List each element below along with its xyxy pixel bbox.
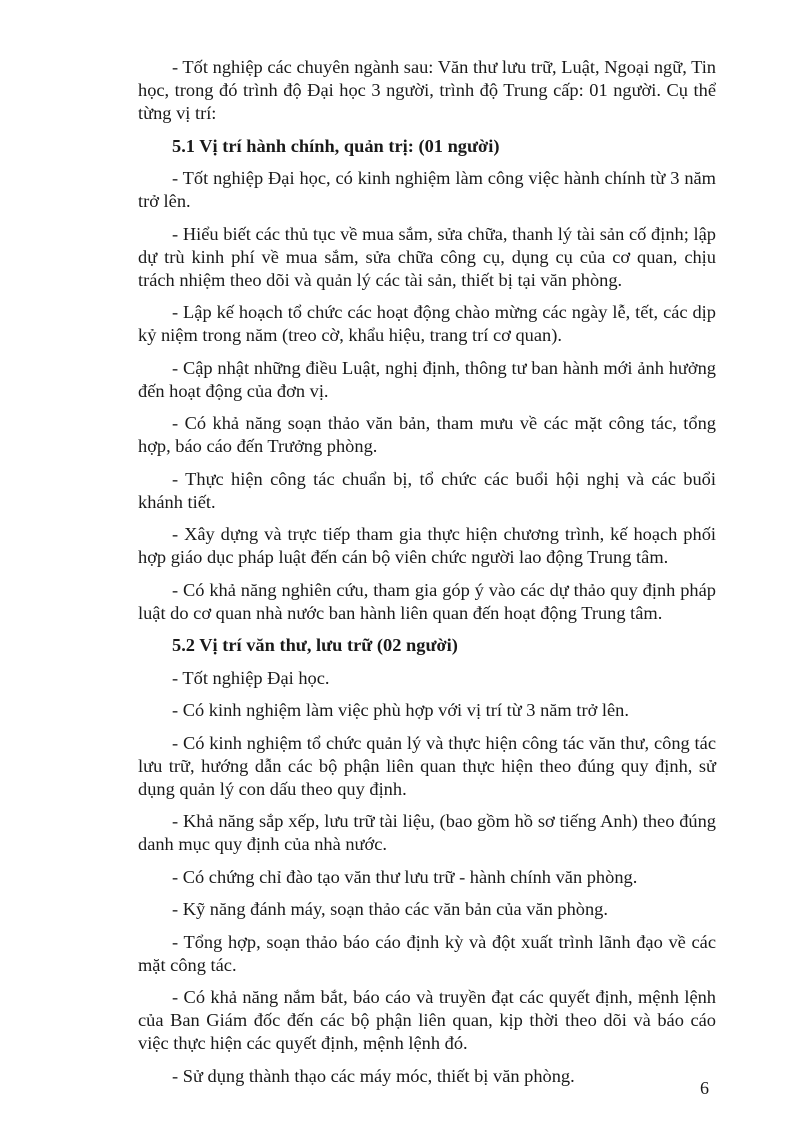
paragraph: - Có khả năng nắm bắt, báo cáo và truyền đạt các quyết định, mệnh lệnh của Ban Giám đốc đến các bộ phận liên quan, kịp thời theo dõi và báo cáo việc thực hiện các quyết định, mệnh lệnh đó. xyxy=(138,987,716,1053)
paragraph: - Cập nhật những điều Luật, nghị định, thông tư ban hành mới ảnh hưởng đến hoạt động của đơn vị. xyxy=(138,357,716,401)
paragraph: - Lập kế hoạch tổ chức các hoạt động chào mừng các ngày lễ, tết, các dịp kỷ niệm trong năm (treo cờ, khẩu hiệu, trang trí cơ quan). xyxy=(138,302,716,345)
paragraph: - Kỹ năng đánh máy, soạn thảo các văn bản của văn phòng. xyxy=(172,899,608,919)
paragraph: - Có chứng chỉ đào tạo văn thư lưu trữ - hành chính văn phòng. xyxy=(172,866,638,887)
paragraph: - Hiểu biết các thủ tục về mua sắm, sửa chữa, thanh lý tài sản cố định; lập dự trù kinh phí về mua sắm, sửa chữa công cụ, dụng cụ của cơ quan, chịu trách nhiệm theo dõi và quản lý các tài sản, thiết bị tại văn phòng. xyxy=(138,223,716,290)
paragraph: - Sử dụng thành thạo các máy móc, thiết bị văn phòng. xyxy=(172,1065,575,1086)
document-body xyxy=(138,56,716,1097)
paragraph: - Tốt nghiệp các chuyên ngành sau: Văn thư lưu trữ, Luật, Ngoại ngữ, Tin học, trong đó trình độ Đại học 3 người, trình độ Trung cấp: 01 người. Cụ thể từng vị trí: xyxy=(138,57,716,123)
paragraph: - Tổng hợp, soạn thảo báo cáo định kỳ và đột xuất trình lãnh đạo về các mặt công tác. xyxy=(138,931,716,975)
section-heading: 5.2 Vị trí văn thư, lưu trữ (02 người) xyxy=(172,635,458,655)
section-heading: 5.1 Vị trí hành chính, quản trị: (01 người) xyxy=(172,135,500,156)
paragraph: - Có kinh nghiệm tổ chức quản lý và thực hiện công tác văn thư, công tác lưu trữ, hướng dẫn các bộ phận liên quan thực hiện theo đúng quy định, sử dụng quản lý con dấu theo quy định. xyxy=(138,732,716,799)
paragraph: - Có khả năng nghiên cứu, tham gia góp ý vào các dự thảo quy định pháp luật do cơ quan nhà nước ban hành liên quan đến hoạt động Trung tâm. xyxy=(138,579,716,623)
paragraph: - Tốt nghiệp Đại học. xyxy=(172,667,330,688)
paragraph: - Thực hiện công tác chuẩn bị, tổ chức các buổi hội nghị và các buổi khánh tiết. xyxy=(138,468,716,512)
paragraph: - Xây dựng và trực tiếp tham gia thực hiện chương trình, kế hoạch phối hợp giáo dục pháp luật đến cán bộ viên chức người lao động Trung tâm. xyxy=(138,524,716,567)
paragraph: - Khả năng sắp xếp, lưu trữ tài liệu, (bao gồm hồ sơ tiếng Anh) theo đúng danh mục quy định của nhà nước. xyxy=(138,811,716,854)
paragraph: - Tốt nghiệp Đại học, có kinh nghiệm làm công việc hành chính từ 3 năm trở lên. xyxy=(138,168,716,211)
page-number: 6 xyxy=(700,1078,709,1098)
paragraph: - Có khả năng soạn thảo văn bản, tham mưu về các mặt công tác, tổng hợp, báo cáo đến Trưởng phòng. xyxy=(138,413,716,456)
paragraph: - Có kinh nghiệm làm việc phù hợp với vị trí từ 3 năm trở lên. xyxy=(172,700,629,720)
